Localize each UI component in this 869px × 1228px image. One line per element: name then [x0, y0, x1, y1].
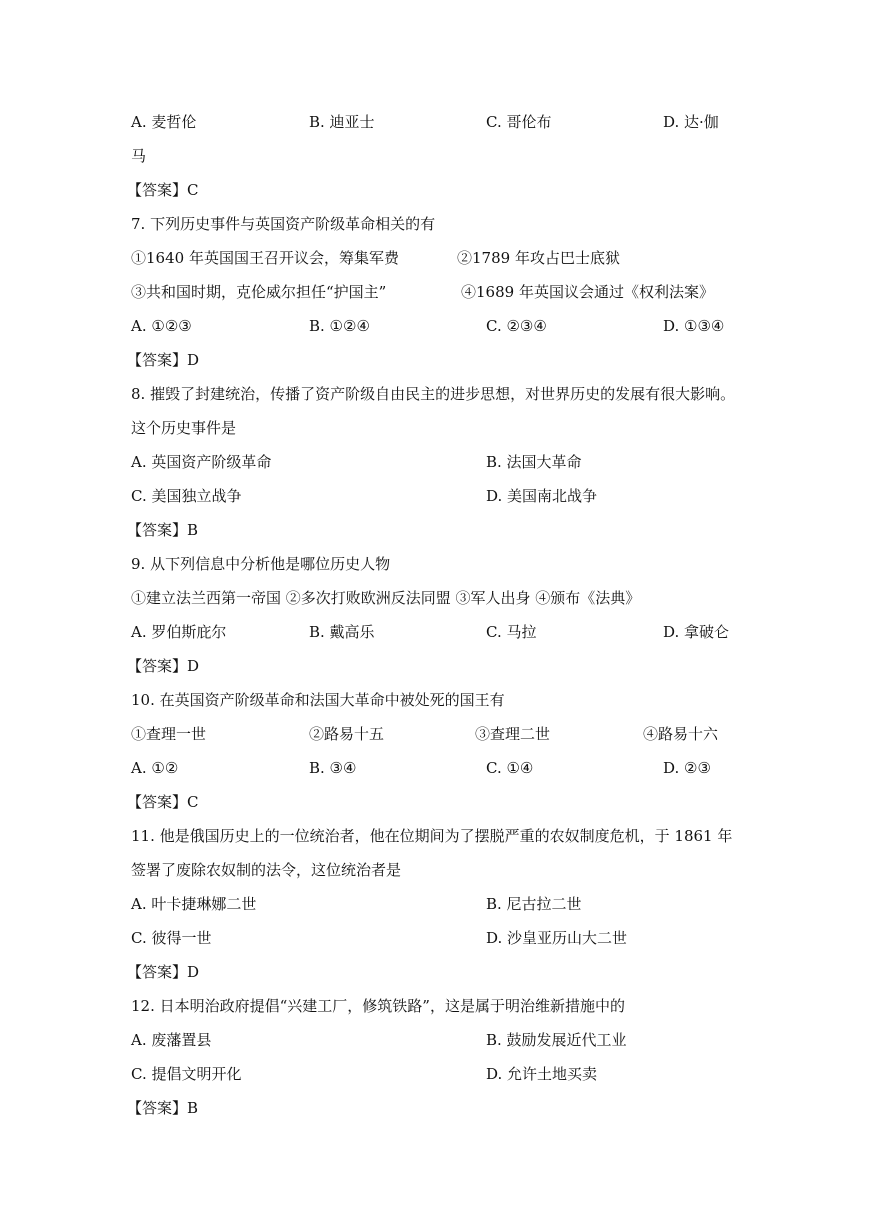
q12-option-a: A. 废藩置县 [131, 1031, 212, 1049]
q12-option-c: C. 提倡文明开化 [131, 1065, 242, 1083]
q11-option-c: C. 彼得一世 [131, 929, 212, 947]
q7-option-d: D. ①③④ [663, 317, 725, 335]
q8-answer: 【答案】B [127, 521, 199, 539]
q11-option-d: D. 沙皇亚历山大二世 [486, 929, 628, 947]
q7-answer: 【答案】D [127, 351, 200, 369]
q9-stem: 9. 从下列信息中分析他是哪位历史人物 [131, 555, 391, 573]
q8-stem-line1: 8. 摧毁了封建统治，传播了资产阶级自由民主的进步思想，对世界历史的发展有很大影响。 [131, 385, 736, 403]
q11-option-a: A. 叶卡捷琳娜二世 [131, 895, 257, 913]
q12-answer: 【答案】B [127, 1099, 199, 1117]
q10-item-4: ④路易十六 [643, 725, 719, 743]
q7-item-2: ②1789 年攻占巴士底狱 [457, 249, 620, 267]
q7-option-c: C. ②③④ [486, 317, 547, 335]
q7-item-3: ③共和国时期，克伦威尔担任“护国主” [131, 283, 387, 301]
q10-option-d: D. ②③ [663, 759, 711, 777]
q8-option-c: C. 美国独立战争 [131, 487, 242, 505]
q12-options-row1 [131, 1028, 741, 1052]
q6-option-d: D. 达·伽 [663, 113, 719, 131]
q8-options-row1 [131, 450, 741, 474]
q6-options [131, 110, 741, 134]
q8-option-b: B. 法国大革命 [486, 453, 582, 471]
q6-answer: 【答案】C [127, 181, 199, 199]
q9-answer: 【答案】D [127, 657, 200, 675]
q10-option-c: C. ①④ [486, 759, 534, 777]
q10-item-3: ③查理二世 [475, 725, 551, 743]
q8-stem-line2: 这个历史事件是 [131, 419, 237, 437]
q8-options-row2 [131, 484, 741, 508]
q9-info: ①建立法兰西第一帝国 ②多次打败欧洲反法同盟 ③军人出身 ④颁布《法典》 [131, 589, 641, 607]
q7-option-a: A. ①②③ [131, 317, 192, 335]
q7-items-row2 [131, 280, 741, 304]
q11-options-row1 [131, 892, 741, 916]
q10-item-1: ①查理一世 [131, 725, 207, 743]
q8-option-d: D. 美国南北战争 [486, 487, 598, 505]
q11-stem-line2: 签署了废除农奴制的法令，这位统治者是 [131, 861, 402, 879]
q10-option-b: B. ③④ [309, 759, 357, 777]
q6-option-a: A. 麦哲伦 [131, 113, 197, 131]
q12-option-d: D. 允许土地买卖 [486, 1065, 598, 1083]
q10-stem: 10. 在英国资产阶级革命和法国大革命中被处死的国王有 [131, 691, 505, 709]
q6-option-d-wrap: 马 [131, 147, 147, 165]
q11-options-row2 [131, 926, 741, 950]
q10-item-2: ②路易十五 [309, 725, 385, 743]
q7-item-4: ④1689 年英国议会通过《权利法案》 [461, 283, 714, 301]
q7-option-b: B. ①②④ [309, 317, 370, 335]
q8-option-a: A. 英国资产阶级革命 [131, 453, 272, 471]
q7-items-row1 [131, 246, 741, 270]
q9-option-b: B. 戴高乐 [309, 623, 375, 641]
q7-stem: 7. 下列历史事件与英国资产阶级革命相关的有 [131, 215, 436, 233]
q12-options-row2 [131, 1062, 741, 1086]
q10-options [131, 756, 741, 780]
q7-item-1: ①1640 年英国国王召开议会，筹集军费 [131, 249, 399, 267]
q6-option-c: C. 哥伦布 [486, 113, 552, 131]
q9-option-c: C. 马拉 [486, 623, 537, 641]
q9-option-a: A. 罗伯斯庇尔 [131, 623, 227, 641]
q12-option-b: B. 鼓励发展近代工业 [486, 1031, 627, 1049]
q12-stem: 12. 日本明治政府提倡“兴建工厂，修筑铁路”，这是属于明治维新措施中的 [131, 997, 625, 1015]
q6-option-b: B. 迪亚士 [309, 113, 375, 131]
q7-options [131, 314, 741, 338]
q11-answer: 【答案】D [127, 963, 200, 981]
q10-answer: 【答案】C [127, 793, 199, 811]
q9-option-d: D. 拿破仑 [663, 623, 730, 641]
q11-stem-line1: 11. 他是俄国历史上的一位统治者，他在位期间为了摆脱严重的农奴制度危机，于 1861 年 [131, 827, 733, 845]
q11-option-b: B. 尼古拉二世 [486, 895, 582, 913]
q10-option-a: A. ①② [131, 759, 179, 777]
q10-items [131, 722, 741, 746]
q9-options [131, 620, 741, 644]
